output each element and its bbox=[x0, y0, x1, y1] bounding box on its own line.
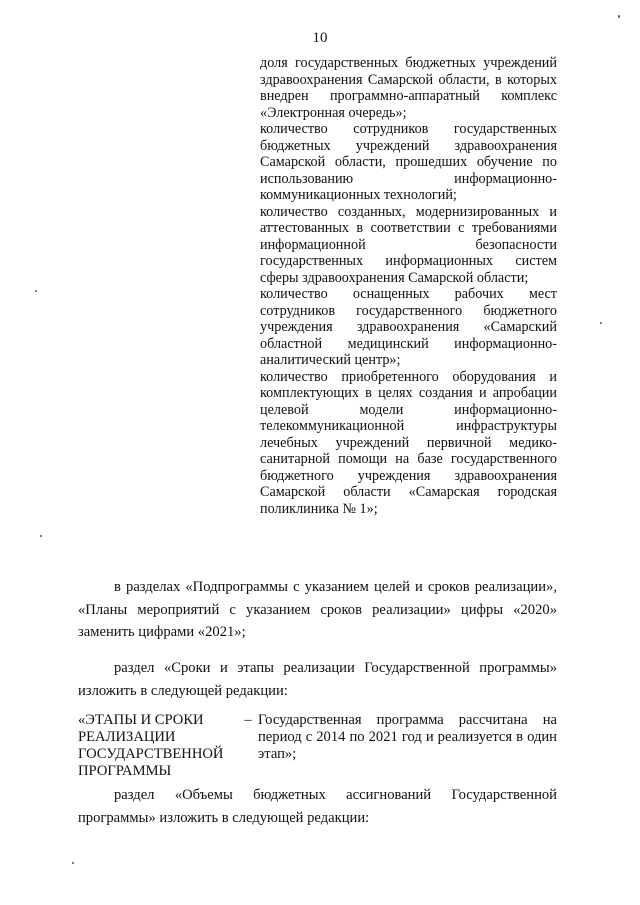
scan-speck bbox=[35, 290, 37, 292]
scan-speck bbox=[600, 322, 602, 324]
indicator-workplaces: количество оснащенных рабочих мест сотрудников государственного бюджетного учреждения здравоохранения «Самарский областной медицинский информационно-аналитический центр»; bbox=[260, 286, 557, 368]
indicator-equipment: количество приобретенного оборудования и комплектующих в целях создания и апробации целевой модели информационно-телекоммуникационной инфраструктуры лечебных учреждений первичной медико-санитарной помощи на базе государственного бюджетного учреждения здравоохранения Самарской области «Самарская городская поликлиника № 1»; bbox=[260, 368, 557, 517]
paragraph-budget-intro-text: раздел «Объемы бюджетных ассигнований Государственной программы» изложить в следующей редакции: bbox=[78, 787, 557, 826]
indicator-staff-training: количество сотрудников государственных бюджетных учреждений здравоохранения Самарской области, прошедших обучение по использованию информационно-коммуникационных технологий; bbox=[260, 121, 557, 203]
stages-label: «ЭТАПЫ И СРОКИ РЕАЛИЗАЦИИ ГОСУДАРСТВЕННОЙ ПРОГРАММЫ bbox=[78, 712, 224, 779]
paragraph-stages-intro bbox=[78, 657, 557, 702]
indicators-list bbox=[260, 55, 557, 517]
stages-dash: – bbox=[244, 712, 252, 728]
indicator-information-systems: количество созданных, модернизированных и аттестованных в соответствии с требованиями информационной безопасности государственных информационных систем сферы здравоохранения Самарской области; bbox=[260, 203, 557, 286]
paragraph-sections-update bbox=[78, 576, 557, 644]
page-number: 10 bbox=[312, 30, 328, 46]
paragraph-budget-intro bbox=[78, 784, 557, 829]
scan-speck bbox=[618, 15, 620, 18]
paragraph-sections-update-text: в разделах «Подпрограммы с указанием целей и сроков реализации», «Планы мероприятий с указанием сроков реализации» цифры «2020» заменить цифрами «2021»; bbox=[78, 579, 557, 640]
paragraph-stages-intro-text: раздел «Сроки и этапы реализации Государственной программы» изложить в следующей редакции: bbox=[78, 660, 557, 699]
stages-text: Государственная программа рассчитана на период с 2014 по 2021 год и реализуется в один этап»; bbox=[258, 712, 557, 762]
indicator-electronic-queue: доля государственных бюджетных учреждений здравоохранения Самарской области, в которых внедрен программно-аппаратный комплекс «Электронная очередь»; bbox=[260, 55, 557, 121]
scan-speck bbox=[72, 862, 74, 864]
scan-speck bbox=[40, 535, 42, 537]
